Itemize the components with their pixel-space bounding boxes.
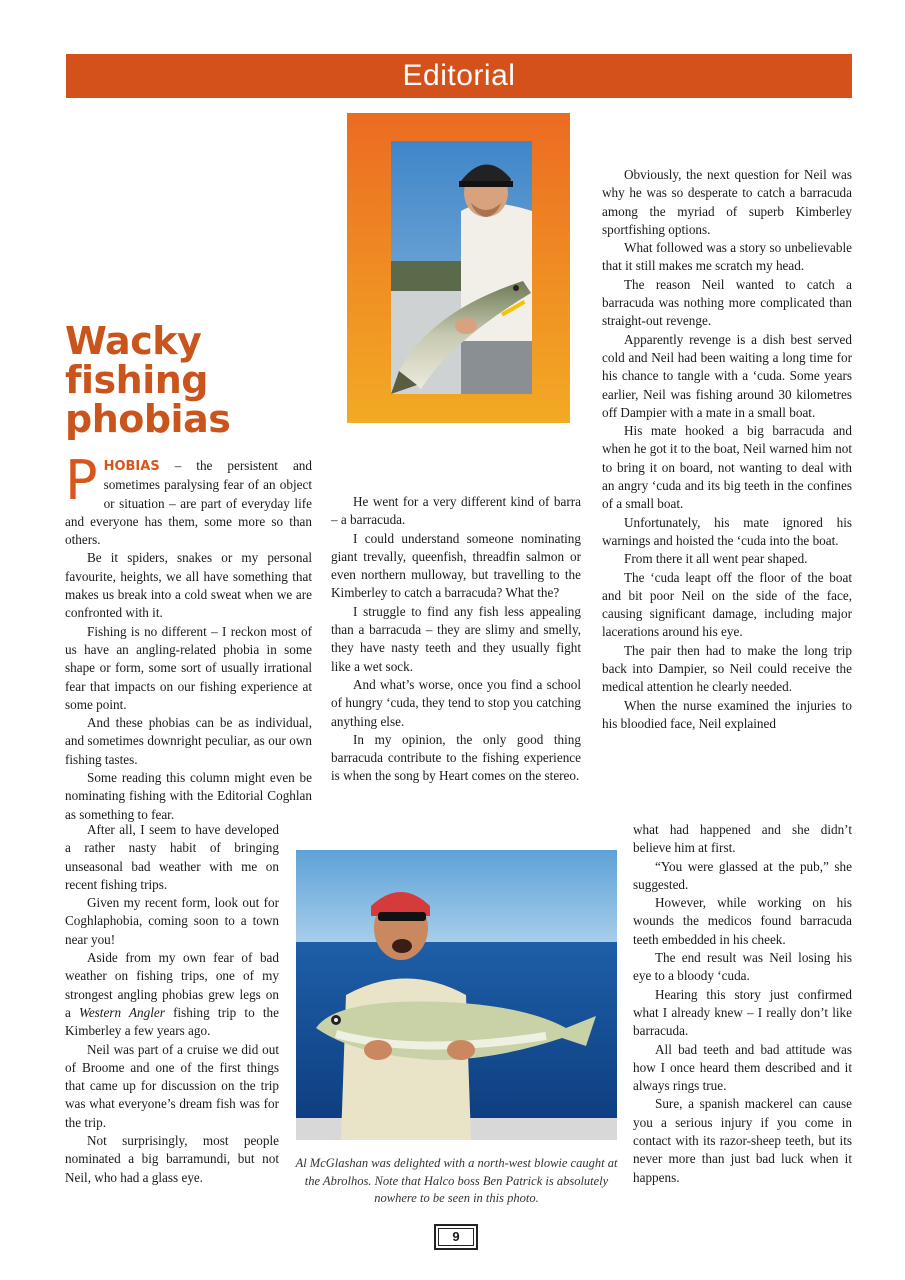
article-headline — [65, 319, 315, 441]
paragraph: When the nurse examined the injuries to his bloodied face, Neil explained — [602, 697, 852, 731]
paragraph: Given my recent form, look out for Coghlaphobia, coming soon to a town near you! — [65, 895, 279, 947]
lead-word: HOBIAS — [103, 459, 160, 474]
paragraph: The end result was Neil losing his eye to a bloody ‘cuda. — [633, 950, 852, 984]
article-column-2 — [331, 493, 581, 786]
paragraph: Unfortunately, his mate ignored his warnings and hoisted the ‘cuda into the boat. — [602, 514, 852, 548]
paragraph: Apparently revenge is a dish best served cold and Neil had been waiting a long time for his chance to tangle with a ‘cuda. Some years earlier, Neil was fishing around 30 kilometres off Dampier with a mate in a small boat. — [602, 331, 852, 420]
lead-text: – the persistent and sometimes paralysing fear of an object or situation – are part of everyday life and everyone has them, some more so than others. — [65, 458, 312, 548]
paragraph: He went for a very different kind of barra – a barracuda. — [331, 494, 581, 528]
article-column-3 — [602, 166, 852, 733]
article-column-1 — [65, 449, 312, 824]
paragraph — [65, 949, 279, 1040]
paragraph: Not surprisingly, most people nominated a big barramundi, but not Neil, who had a glass eye. — [65, 1133, 279, 1185]
paragraph: Sure, a spanish mackerel can cause you a serious injury if you come in contact with its razor-sheep teeth, but its never more than just bad luck when it happens. — [633, 1096, 852, 1185]
paragraph: The reason Neil wanted to catch a barracuda was nothing more complicated than straight-out revenge. — [602, 276, 852, 329]
paragraph: Neil was part of a cruise we did out of Broome and one of the first things that came up for discussion on the trip was what everyone’s dream fish was for the trip. — [65, 1041, 279, 1130]
paragraph: In my opinion, the only good thing barracuda contribute to the fishing experience is when the song by Heart comes on the stereo. — [331, 731, 581, 784]
photo-image — [391, 141, 532, 394]
headline-line-1: Wacky — [65, 319, 202, 363]
paragraph: His mate hooked a big barracuda and when he got it to the boat, Neil warned him not to bring it on board, not wanting to deal with an angry ‘cuda and its big teeth in the confines of a small boat. — [602, 423, 852, 512]
text-run: fishing trip to the Kimberley a few years ago. — [65, 1004, 279, 1039]
magazine-title: Western Angler — [79, 1004, 165, 1020]
page-number: 9 — [434, 1224, 478, 1250]
paragraph: And what’s worse, once you find a school of hungry ‘cuda, they tend to stop you catching anything else. — [331, 676, 581, 729]
section-title: Editorial — [402, 59, 516, 92]
paragraph: What followed was a story so unbelievable that it still makes me scratch my head. — [602, 240, 852, 274]
paragraph: Hearing this story just confirmed what I already knew – I really don’t like barracuda. — [633, 986, 852, 1039]
paragraph-continued: what had happened and she didn’t believe him at first. — [633, 822, 852, 856]
paragraph: However, while working on his wounds the medicos found barracuda teeth embedded in his cheek. — [633, 895, 852, 947]
paragraph: Fishing is no different – I reckon most of us have an angling-related phobia in some shape or form, some sort of usually irrational fear that impacts on our fishing experience at some point. — [65, 623, 312, 712]
article-column-1-bottom — [65, 821, 279, 1187]
photo-caption: Al McGlashan was delighted with a north-west blowie caught at the Abrolhos. Note that Halco boss Ben Patrick is absolutely nowhere to be seen in this photo. — [295, 1156, 618, 1205]
paragraph: I struggle to find any fish less appealing than a barracuda – they are slimy and smelly, they have nasty teeth and they usually fight like a wet sock. — [331, 603, 581, 674]
paragraph: Be it spiders, snakes or my personal favourite, heights, we all have something that makes us break into a cold sweat when we are confronted with it. — [65, 550, 312, 621]
section-banner — [66, 54, 852, 98]
paragraph: After all, I seem to have developed a rather nasty habit of bringing unseasonal bad weather with me on recent fishing trips. — [65, 822, 279, 892]
photo-angler-with-barramundi — [347, 113, 570, 423]
paragraph: And these phobias can be as individual, and sometimes downright peculiar, as our own fishing tastes. — [65, 715, 312, 767]
headline-line-3: phobias — [65, 397, 231, 441]
paragraph: “You were glassed at the pub,” she suggested. — [633, 858, 852, 892]
paragraph: All bad teeth and bad attitude was how I once heard them described and it always rings true. — [633, 1041, 852, 1094]
lead-paragraph — [65, 449, 312, 549]
headline-line-2: fishing — [65, 358, 209, 402]
paragraph: I could understand someone nominating giant trevally, queenfish, threadfin salmon or even northern mulloway, but travelling to the Kimberley to catch a barracuda? What the? — [331, 530, 581, 601]
paragraph: The pair then had to make the long trip back into Dampier, so Neil could receive the medical attention he clearly needed. — [602, 642, 852, 695]
paragraph: From there it all went pear shaped. — [624, 551, 808, 567]
paragraph: Obviously, the next question for Neil was why he was so desperate to catch a barracuda among the myriad of superb Kimberley sportfishing options. — [602, 167, 852, 237]
text-run: Aside from my own fear of bad weather on fishing trips, one of my strongest angling phobias grew legs on a — [65, 950, 279, 1020]
paragraph: The ‘cuda leapt off the floor of the boat and bit poor Neil on the side of the face, causing significant damage, including major lacerations around his eye. — [602, 569, 852, 640]
paragraph: Some reading this column might even be nominating fishing with the Editorial Coghlan as something to fear. — [65, 770, 312, 822]
photo-angler-with-blowie — [296, 850, 617, 1140]
article-column-3-bottom — [633, 821, 852, 1187]
drop-cap: P — [65, 449, 98, 512]
